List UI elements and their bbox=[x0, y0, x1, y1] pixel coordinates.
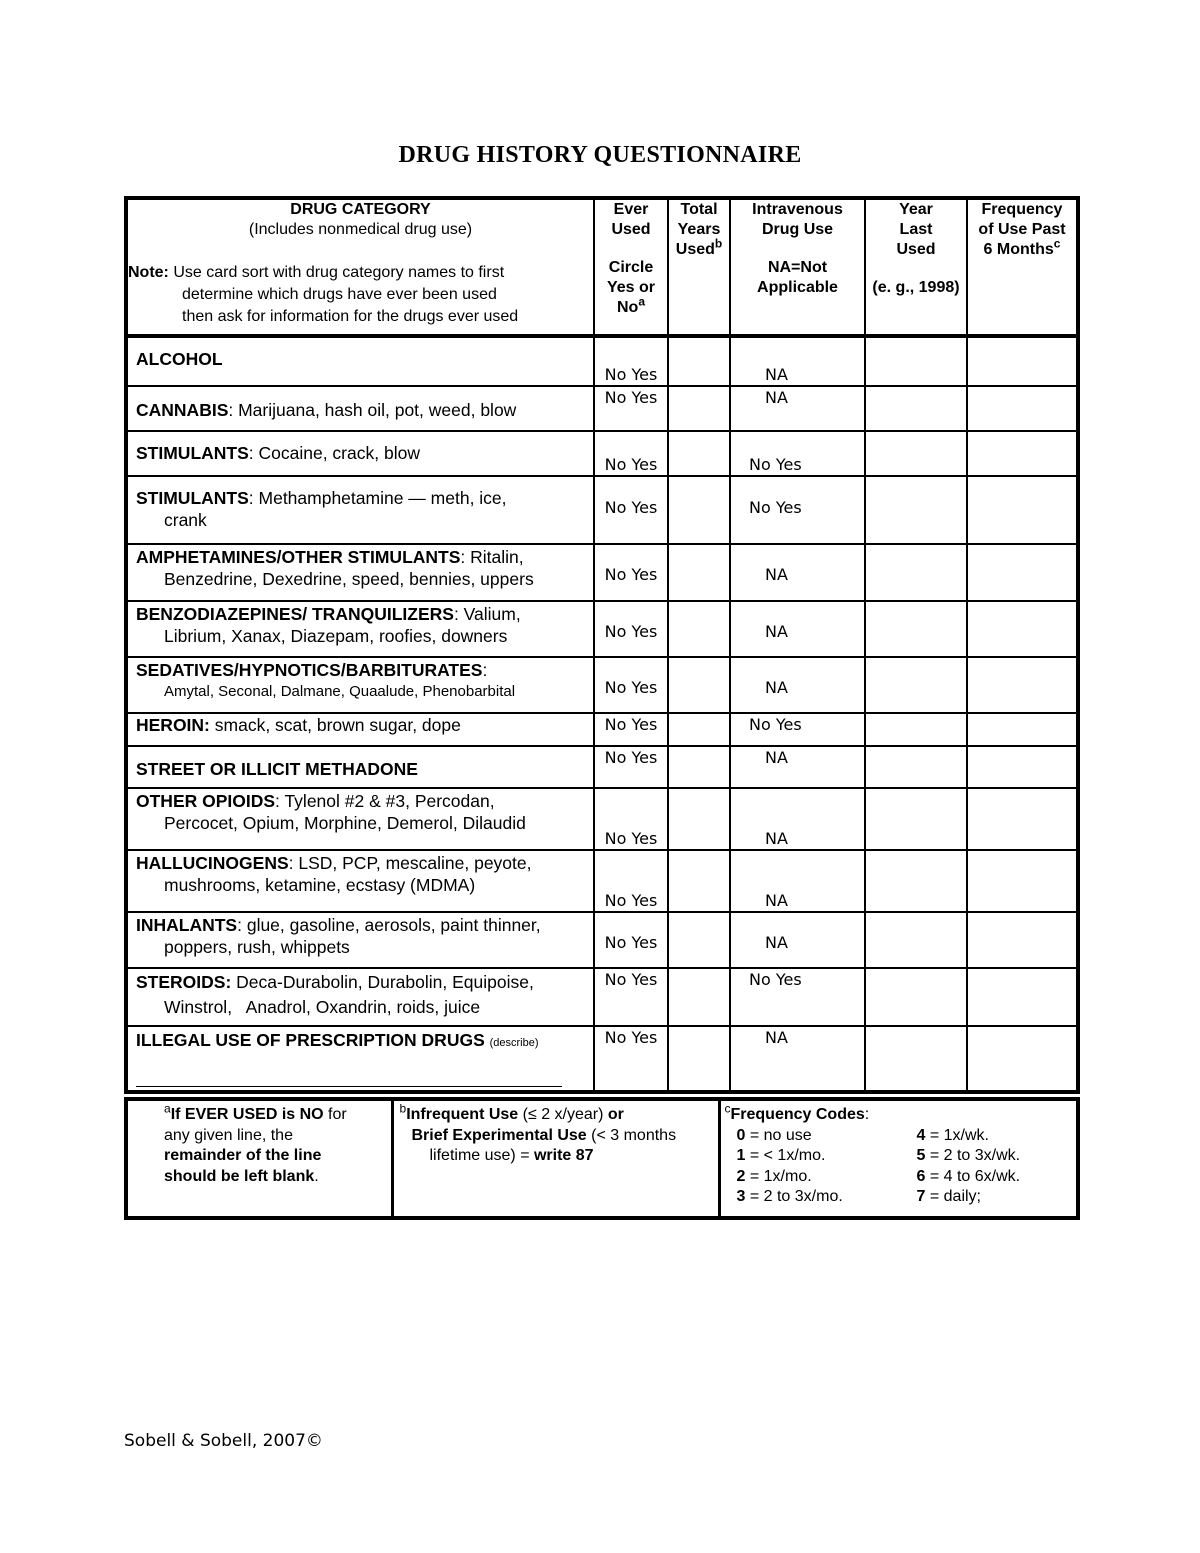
drug-description: (describe) bbox=[489, 1037, 539, 1049]
iv-line-3: NA=Not bbox=[767, 259, 828, 276]
iv-use-cell[interactable] bbox=[730, 912, 865, 968]
total-years-cell[interactable] bbox=[668, 431, 730, 476]
drug-name: CANNABIS bbox=[136, 400, 229, 420]
frequency-cell[interactable] bbox=[967, 544, 1078, 601]
total-years-cell[interactable] bbox=[668, 968, 730, 1026]
drug-category-steroids bbox=[126, 968, 594, 1026]
year-last-used-cell[interactable] bbox=[865, 476, 967, 544]
ever-used-line-3: Circle bbox=[608, 259, 654, 276]
code-4 bbox=[917, 1126, 1073, 1147]
freq-line-1: Frequency bbox=[981, 201, 1063, 218]
header-frequency bbox=[967, 198, 1078, 336]
total-years-cell[interactable] bbox=[668, 713, 730, 746]
iv-use-cell[interactable] bbox=[730, 476, 865, 544]
drug-description: : LSD, PCP, mescaline, peyote, bbox=[288, 853, 532, 873]
drug-description: : glue, gasoline, aerosols, paint thinner, bbox=[237, 915, 541, 935]
ever-used-line-2: Used bbox=[611, 221, 651, 238]
total-years-cell[interactable] bbox=[668, 912, 730, 968]
drug-category-amphetamines bbox=[126, 544, 594, 601]
iv-use-options[interactable]: NA bbox=[765, 565, 788, 584]
copyright-footer: Sobell & Sobell, 2007© bbox=[124, 1431, 323, 1451]
frequency-cell[interactable] bbox=[967, 912, 1078, 968]
ever-used-options[interactable]: No Yes bbox=[604, 498, 658, 517]
frequency-cell[interactable] bbox=[967, 713, 1078, 746]
frequency-cell[interactable] bbox=[967, 431, 1078, 476]
drug-description: : Valium, bbox=[453, 604, 521, 624]
footnote-a bbox=[126, 1099, 392, 1218]
year-last-used-cell[interactable] bbox=[865, 657, 967, 713]
year-last-used-cell[interactable] bbox=[865, 912, 967, 968]
total-years-line-1: Total bbox=[680, 201, 718, 218]
table-row bbox=[126, 431, 1078, 476]
year-last-used-cell[interactable] bbox=[865, 713, 967, 746]
year-last-used-cell[interactable] bbox=[865, 850, 967, 912]
drug-category-hallucinogens bbox=[126, 850, 594, 912]
footnote-a-bold-3: should be left blank bbox=[164, 1167, 315, 1185]
iv-use-cell[interactable] bbox=[730, 1026, 865, 1092]
page-title: DRUG HISTORY QUESTIONNAIRE bbox=[398, 142, 802, 168]
year-line-4: (e. g., 1998) bbox=[872, 279, 960, 296]
footnotes-table bbox=[124, 1097, 1080, 1220]
footnote-a-bold-1: If EVER USED is NO bbox=[170, 1106, 324, 1123]
drug-description-cont: Percocet, Opium, Morphine, Demerol, Dilaudid bbox=[164, 813, 526, 833]
frequency-cell[interactable] bbox=[967, 746, 1078, 788]
ever-used-options[interactable]: No Yes bbox=[604, 455, 658, 474]
drug-category-heroin bbox=[126, 713, 594, 746]
drug-name: HEROIN: bbox=[136, 715, 210, 735]
iv-use-cell[interactable] bbox=[730, 336, 865, 386]
iv-use-options[interactable]: NA bbox=[765, 829, 788, 848]
iv-use-cell[interactable] bbox=[730, 544, 865, 601]
footnote-c-colon: : bbox=[864, 1106, 870, 1123]
header-drug-category bbox=[126, 198, 594, 336]
footnote-c-title: Frequency Codes bbox=[730, 1106, 865, 1123]
table-row bbox=[126, 601, 1078, 657]
total-years-cell[interactable] bbox=[668, 386, 730, 431]
iv-line-1: Intravenous bbox=[752, 201, 843, 218]
note-line-2: determine which drugs have ever been used bbox=[182, 286, 497, 303]
drug-name: ALCOHOL bbox=[136, 349, 223, 369]
footnote-b-text-2: (< 3 months bbox=[586, 1126, 677, 1144]
year-last-used-cell[interactable] bbox=[865, 386, 967, 431]
code-value: = no use bbox=[745, 1126, 812, 1144]
iv-use-cell[interactable] bbox=[730, 386, 865, 431]
iv-line-4: Applicable bbox=[757, 279, 838, 296]
iv-use-options[interactable]: NA bbox=[765, 891, 788, 910]
table-row bbox=[126, 746, 1078, 788]
drug-description: smack, scat, brown sugar, dope bbox=[209, 715, 461, 735]
ever-used-options[interactable]: No Yes bbox=[604, 365, 658, 384]
drug-description: : Cocaine, crack, blow bbox=[248, 443, 420, 463]
ever-used-options[interactable]: No Yes bbox=[604, 715, 658, 734]
footnote-b-text-1: (≤ 2 x/year) bbox=[518, 1106, 608, 1123]
table-row bbox=[126, 713, 1078, 746]
category-title: DRUG CATEGORY bbox=[290, 201, 431, 218]
total-years-line-3: Used bbox=[675, 241, 715, 258]
code-value: = 4 to 6x/wk. bbox=[925, 1167, 1021, 1185]
code-key: 0 bbox=[736, 1126, 746, 1144]
drug-name: STREET OR ILLICIT METHADONE bbox=[136, 759, 418, 779]
frequency-cell[interactable] bbox=[967, 336, 1078, 386]
code-5 bbox=[917, 1146, 1073, 1167]
ever-used-options[interactable]: No Yes bbox=[604, 565, 658, 584]
code-key: 5 bbox=[916, 1147, 926, 1164]
frequency-cell[interactable] bbox=[967, 601, 1078, 657]
ever-used-cell[interactable] bbox=[594, 1026, 668, 1092]
drug-category-stimulants-cocaine bbox=[126, 431, 594, 476]
ever-used-options[interactable]: No Yes bbox=[604, 933, 658, 952]
iv-use-cell[interactable] bbox=[730, 850, 865, 912]
footnote-b-bold-3: Brief Experimental Use bbox=[411, 1126, 587, 1144]
footnote-b-bold-1: Infrequent Use bbox=[406, 1106, 519, 1123]
drug-name: AMPHETAMINES/OTHER STIMULANTS bbox=[136, 547, 461, 567]
drug-description: : Ritalin, bbox=[460, 547, 524, 567]
iv-use-options[interactable]: No Yes bbox=[749, 715, 802, 734]
freq-line-2: of Use Past bbox=[978, 221, 1066, 238]
iv-use-cell[interactable] bbox=[730, 788, 865, 850]
header-row bbox=[126, 198, 1078, 336]
ever-used-cell[interactable] bbox=[594, 746, 668, 788]
footnote-c bbox=[719, 1099, 1078, 1218]
category-subtitle: (Includes nonmedical drug use) bbox=[248, 221, 473, 238]
total-years-cell[interactable] bbox=[668, 746, 730, 788]
ever-used-line-5: No bbox=[616, 299, 639, 316]
iv-use-options[interactable]: NA bbox=[765, 748, 788, 767]
ever-used-options[interactable]: No Yes bbox=[604, 388, 658, 407]
ever-used-cell[interactable] bbox=[594, 968, 668, 1026]
iv-use-options[interactable]: NA bbox=[765, 1028, 788, 1047]
total-years-cell[interactable] bbox=[668, 1026, 730, 1092]
year-last-used-cell[interactable] bbox=[865, 746, 967, 788]
drug-description: Deca-Durabolin, Durabolin, Equipoise, bbox=[231, 972, 534, 992]
ever-used-cell[interactable] bbox=[594, 912, 668, 968]
drug-description-cont: crank bbox=[164, 510, 207, 530]
drug-name: STIMULANTS bbox=[136, 488, 249, 508]
note-label: Note: bbox=[128, 264, 169, 281]
total-years-cell[interactable] bbox=[668, 850, 730, 912]
ever-used-options[interactable]: No Yes bbox=[604, 622, 658, 641]
iv-use-cell[interactable] bbox=[730, 713, 865, 746]
header-total-years bbox=[668, 198, 730, 336]
ever-used-sup: a bbox=[638, 294, 645, 309]
code-6 bbox=[917, 1167, 1073, 1188]
header-intravenous bbox=[730, 198, 865, 336]
iv-use-options[interactable]: No Yes bbox=[749, 455, 802, 474]
drug-description-cont: Winstrol, Anadrol, Oxandrin, roids, juice bbox=[164, 997, 481, 1017]
table-row bbox=[126, 850, 1078, 912]
ever-used-options[interactable]: No Yes bbox=[604, 1028, 658, 1047]
iv-use-cell[interactable] bbox=[730, 601, 865, 657]
category-note bbox=[128, 262, 593, 328]
table-row bbox=[126, 912, 1078, 968]
table-row bbox=[126, 788, 1078, 850]
code-2 bbox=[737, 1167, 917, 1188]
ever-used-cell[interactable] bbox=[594, 713, 668, 746]
code-key: 6 bbox=[916, 1167, 926, 1185]
drug-description-cont: Librium, Xanax, Diazepam, roofies, downers bbox=[164, 626, 508, 646]
code-value: = 1x/mo. bbox=[745, 1167, 812, 1185]
total-years-cell[interactable] bbox=[668, 544, 730, 601]
year-last-used-cell[interactable] bbox=[865, 968, 967, 1026]
year-line-2: Last bbox=[899, 221, 933, 238]
drug-history-table bbox=[124, 196, 1080, 1094]
note-line-3: then ask for information for the drugs ever used bbox=[182, 308, 519, 325]
ever-used-cell[interactable] bbox=[594, 788, 668, 850]
table-row bbox=[126, 336, 1078, 386]
drug-description-cont: Benzedrine, Dexedrine, speed, bennies, uppers bbox=[164, 569, 534, 589]
total-years-cell[interactable] bbox=[668, 336, 730, 386]
footnote-c-sup: c bbox=[724, 1101, 731, 1116]
drug-name: HALLUCINOGENS bbox=[136, 853, 289, 873]
code-1 bbox=[737, 1146, 917, 1167]
total-years-cell[interactable] bbox=[668, 657, 730, 713]
ever-used-cell[interactable] bbox=[594, 336, 668, 386]
ever-used-options[interactable]: No Yes bbox=[604, 748, 658, 767]
drug-description-cont: Amytal, Seconal, Dalmane, Quaalude, Phenobarbital bbox=[164, 683, 516, 700]
ever-used-cell[interactable] bbox=[594, 476, 668, 544]
drug-category-alcohol bbox=[126, 336, 594, 386]
table-row bbox=[126, 476, 1078, 544]
code-key: 3 bbox=[736, 1188, 746, 1205]
year-last-used-cell[interactable] bbox=[865, 1026, 967, 1092]
drug-name: ILLEGAL USE OF PRESCRIPTION DRUGS bbox=[136, 1030, 485, 1050]
drug-category-sedatives bbox=[126, 657, 594, 713]
footnote-a-bold-2: remainder of the line bbox=[164, 1147, 322, 1164]
total-years-sup: b bbox=[714, 236, 723, 251]
ever-used-cell[interactable] bbox=[594, 601, 668, 657]
ever-used-line-1: Ever bbox=[613, 201, 649, 218]
freq-line-3: 6 Months bbox=[983, 241, 1054, 258]
iv-use-cell[interactable] bbox=[730, 657, 865, 713]
year-last-used-cell[interactable] bbox=[865, 431, 967, 476]
iv-use-options[interactable]: NA bbox=[765, 622, 788, 641]
code-7 bbox=[917, 1187, 1073, 1208]
table-row bbox=[126, 386, 1078, 431]
year-last-used-cell[interactable] bbox=[865, 544, 967, 601]
ever-used-cell[interactable] bbox=[594, 386, 668, 431]
iv-use-options[interactable]: NA bbox=[765, 933, 788, 952]
describe-line[interactable] bbox=[136, 1072, 562, 1087]
drug-category-inhalants bbox=[126, 912, 594, 968]
year-line-3: Used bbox=[896, 241, 936, 258]
footnote-b-text-3: lifetime use) = bbox=[429, 1147, 534, 1164]
year-last-used-cell[interactable] bbox=[865, 788, 967, 850]
footnote-b-bold-2: or bbox=[607, 1106, 624, 1123]
ever-used-options[interactable]: No Yes bbox=[604, 970, 658, 989]
drug-category-prescription bbox=[126, 1026, 594, 1092]
total-years-cell[interactable] bbox=[668, 788, 730, 850]
ever-used-cell[interactable] bbox=[594, 431, 668, 476]
drug-name: SEDATIVES/HYPNOTICS/BARBITURATES bbox=[136, 660, 483, 680]
iv-line-2: Drug Use bbox=[761, 221, 834, 238]
total-years-line-2: Years bbox=[677, 221, 721, 238]
footnote-a-sup: a bbox=[164, 1101, 171, 1116]
table-row bbox=[126, 1026, 1078, 1092]
drug-category-other-opioids bbox=[126, 788, 594, 850]
drug-description-cont: poppers, rush, whippets bbox=[164, 937, 350, 957]
drug-category-cannabis bbox=[126, 386, 594, 431]
footnote-a-text-2: any given line, the bbox=[164, 1126, 293, 1144]
table-row bbox=[126, 544, 1078, 601]
code-key: 2 bbox=[736, 1167, 746, 1185]
code-0 bbox=[737, 1126, 917, 1147]
code-value: = 1x/wk. bbox=[925, 1126, 989, 1144]
frequency-cell[interactable] bbox=[967, 1026, 1078, 1092]
footnote-a-text-1: for bbox=[323, 1106, 347, 1123]
drug-description: : Tylenol #2 & #3, Percodan, bbox=[275, 791, 495, 811]
footnote-b-bold-4: write 87 bbox=[533, 1147, 594, 1164]
header-year-last-used bbox=[865, 198, 967, 336]
footnote-b-sup: b bbox=[399, 1101, 407, 1116]
iv-use-options[interactable]: NA bbox=[765, 678, 788, 697]
code-value: = daily; bbox=[925, 1188, 981, 1205]
code-key: 1 bbox=[736, 1147, 746, 1164]
ever-used-options[interactable]: No Yes bbox=[604, 829, 658, 848]
total-years-cell[interactable] bbox=[668, 601, 730, 657]
iv-use-cell[interactable] bbox=[730, 968, 865, 1026]
drug-description: : Methamphetamine — meth, ice, bbox=[248, 488, 507, 508]
ever-used-options[interactable]: No Yes bbox=[604, 678, 658, 697]
year-last-used-cell[interactable] bbox=[865, 336, 967, 386]
code-key: 4 bbox=[916, 1126, 926, 1144]
drug-name: INHALANTS bbox=[136, 915, 238, 935]
total-years-cell[interactable] bbox=[668, 476, 730, 544]
iv-use-cell[interactable] bbox=[730, 431, 865, 476]
frequency-cell[interactable] bbox=[967, 476, 1078, 544]
iv-use-options[interactable]: NA bbox=[765, 388, 788, 407]
drug-name: BENZODIAZEPINES/ TRANQUILIZERS bbox=[136, 604, 454, 624]
table-row bbox=[126, 968, 1078, 1026]
frequency-cell[interactable] bbox=[967, 850, 1078, 912]
ever-used-line-4: Yes or bbox=[606, 279, 656, 296]
ever-used-cell[interactable] bbox=[594, 657, 668, 713]
drug-category-stimulants-meth bbox=[126, 476, 594, 544]
drug-category-benzodiazepines bbox=[126, 601, 594, 657]
frequency-codes bbox=[725, 1126, 1073, 1208]
code-value: = 2 to 3x/wk. bbox=[925, 1147, 1021, 1164]
ever-used-options[interactable]: No Yes bbox=[604, 891, 658, 910]
iv-use-options[interactable]: No Yes bbox=[749, 498, 802, 517]
code-key: 7 bbox=[916, 1188, 926, 1205]
frequency-cell[interactable] bbox=[967, 788, 1078, 850]
ever-used-cell[interactable] bbox=[594, 544, 668, 601]
year-line-1: Year bbox=[899, 201, 933, 218]
code-value: = 2 to 3x/mo. bbox=[745, 1188, 843, 1205]
footnote-a-text-3: . bbox=[314, 1167, 319, 1185]
note-line-1: Use card sort with drug category names to first bbox=[168, 264, 505, 281]
iv-use-cell[interactable] bbox=[730, 746, 865, 788]
drug-name: OTHER OPIOIDS bbox=[136, 791, 276, 811]
drug-name: STIMULANTS bbox=[136, 443, 249, 463]
code-value: = < 1x/mo. bbox=[745, 1147, 826, 1164]
frequency-cell[interactable] bbox=[967, 968, 1078, 1026]
year-last-used-cell[interactable] bbox=[865, 601, 967, 657]
drug-description: : Marijuana, hash oil, pot, weed, blow bbox=[228, 400, 517, 420]
iv-use-options[interactable]: NA bbox=[765, 365, 788, 384]
ever-used-cell[interactable] bbox=[594, 850, 668, 912]
freq-sup: c bbox=[1053, 236, 1061, 251]
table-row bbox=[126, 657, 1078, 713]
code-3 bbox=[737, 1187, 917, 1208]
frequency-cell[interactable] bbox=[967, 386, 1078, 431]
footnote-b bbox=[392, 1099, 719, 1218]
iv-use-options[interactable]: No Yes bbox=[749, 970, 802, 989]
header-ever-used bbox=[594, 198, 668, 336]
drug-category-methadone bbox=[126, 746, 594, 788]
drug-description: : bbox=[482, 660, 488, 680]
drug-name: STEROIDS: bbox=[136, 972, 232, 992]
drug-description-cont: mushrooms, ketamine, ecstasy (MDMA) bbox=[164, 875, 476, 895]
frequency-cell[interactable] bbox=[967, 657, 1078, 713]
